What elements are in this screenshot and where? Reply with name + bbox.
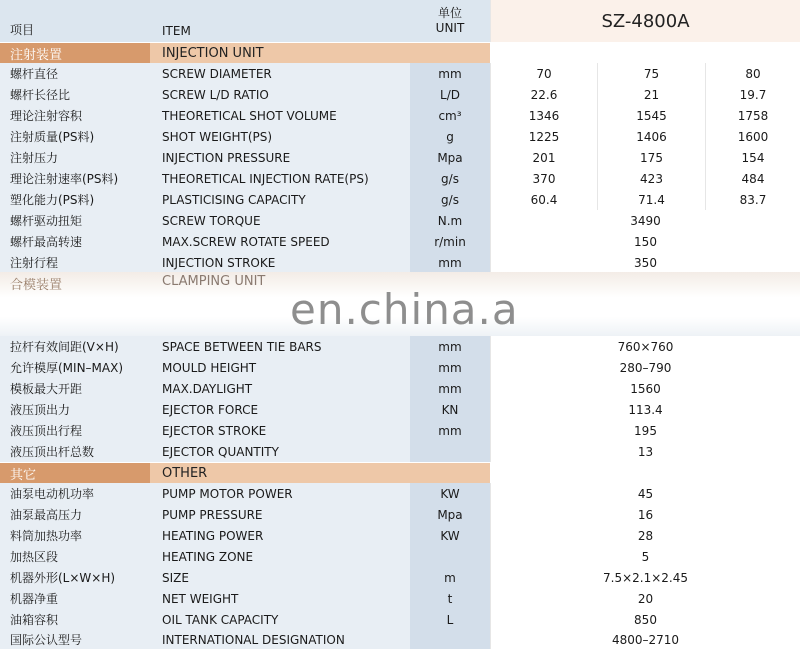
table-row: [0, 483, 800, 504]
row-label-cn: 油箱容积: [0, 609, 150, 630]
row-value: 75: [597, 63, 705, 84]
table-row: [0, 252, 800, 273]
row-label-cn: 注射行程: [0, 252, 150, 273]
section-title-cn: 注射装置: [0, 43, 150, 63]
row-unit: L/D: [410, 84, 490, 105]
row-value: 370: [490, 168, 597, 189]
table-row: [0, 504, 800, 525]
row-label-cn: 液压顶出杆总数: [0, 441, 150, 462]
row-label-cn: 理论注射容积: [0, 105, 150, 126]
row-value: 7.5×2.1×2.45: [490, 567, 800, 588]
row-value: 3490: [490, 210, 800, 231]
row-label-cn: 注射质量(PS料): [0, 126, 150, 147]
section-other: [0, 463, 800, 483]
row-value: 350: [490, 252, 800, 273]
row-unit: mm: [410, 378, 490, 399]
table-row: [0, 441, 800, 462]
row-unit: [410, 441, 490, 462]
row-label-cn: 机器净重: [0, 588, 150, 609]
row-unit: m: [410, 567, 490, 588]
table-row: [0, 84, 800, 105]
table-row: [0, 546, 800, 567]
row-value: 20: [490, 588, 800, 609]
row-label-cn: 料筒加热功率: [0, 525, 150, 546]
row-value: 1406: [597, 126, 705, 147]
row-unit: t: [410, 588, 490, 609]
table-row: [0, 231, 800, 252]
table-row: [0, 105, 800, 126]
row-value: 28: [490, 525, 800, 546]
row-label-en: PUMP MOTOR POWER: [150, 483, 410, 504]
row-label-en: MAX.SCREW ROTATE SPEED: [150, 231, 410, 252]
row-unit: Mpa: [410, 147, 490, 168]
section-title-en: INJECTION UNIT: [150, 43, 490, 63]
row-unit: mm: [410, 252, 490, 273]
row-value: 1600: [705, 126, 800, 147]
row-unit: KW: [410, 483, 490, 504]
row-label-en: EJECTOR STROKE: [150, 420, 410, 441]
row-label-en: EJECTOR QUANTITY: [150, 441, 410, 462]
table-row: [0, 147, 800, 168]
row-label-en: SCREW DIAMETER: [150, 63, 410, 84]
row-label-en: SIZE: [150, 567, 410, 588]
row-value: 4800–2710: [490, 630, 800, 649]
table-row: [0, 588, 800, 609]
row-label-en: PUMP PRESSURE: [150, 504, 410, 525]
row-value: 150: [490, 231, 800, 252]
section-title-en: OTHER: [150, 463, 490, 483]
row-label-cn: 加热区段: [0, 546, 150, 567]
row-unit: g/s: [410, 189, 490, 210]
row-label-cn: 模板最大开距: [0, 378, 150, 399]
row-label-en: INJECTION STROKE: [150, 252, 410, 273]
row-label-en: NET WEIGHT: [150, 588, 410, 609]
row-label-cn: 螺杆直径: [0, 63, 150, 84]
row-label-cn: 螺杆长径比: [0, 84, 150, 105]
row-unit: KN: [410, 399, 490, 420]
row-label-en: HEATING ZONE: [150, 546, 410, 567]
row-value: 423: [597, 168, 705, 189]
table-row: [0, 168, 800, 189]
row-label-en: INTERNATIONAL DESIGNATION: [150, 630, 410, 649]
row-label-cn: 液压顶出行程: [0, 420, 150, 441]
row-value: 175: [597, 147, 705, 168]
row-unit: g: [410, 126, 490, 147]
header-item-cn: 项目: [0, 0, 150, 42]
table-header: [0, 0, 800, 42]
section-title-cn: 合模装置: [10, 278, 63, 293]
row-value: 70: [490, 63, 597, 84]
row-value: 1758: [705, 105, 800, 126]
header-unit-cn: 单位: [437, 6, 462, 20]
table-row: [0, 336, 800, 357]
row-label-en: SPACE BETWEEN TIE BARS: [150, 336, 410, 357]
table-row: [0, 126, 800, 147]
row-value: 13: [490, 441, 800, 462]
row-label-cn: 螺杆驱动扭矩: [0, 210, 150, 231]
header-unit-en: UNIT: [435, 21, 465, 35]
row-value: 1346: [490, 105, 597, 126]
row-label-en: THEORETICAL INJECTION RATE(PS): [150, 168, 410, 189]
section-title-cn: 其它: [0, 463, 150, 483]
row-label-cn: 国际公认型号: [0, 630, 150, 649]
row-value: 83.7: [705, 189, 800, 210]
row-label-cn: 允许模厚(MIN–MAX): [0, 357, 150, 378]
row-value: 195: [490, 420, 800, 441]
row-unit: L: [410, 609, 490, 630]
row-label-en: HEATING POWER: [150, 525, 410, 546]
section-title-en: CLAMPING UNIT: [162, 274, 266, 289]
table-row: [0, 630, 800, 649]
row-value: 5: [490, 546, 800, 567]
row-unit: N.m: [410, 210, 490, 231]
section-injection: [0, 43, 800, 63]
row-label-en: PLASTICISING CAPACITY: [150, 189, 410, 210]
row-unit: r/min: [410, 231, 490, 252]
row-label-en: SCREW L/D RATIO: [150, 84, 410, 105]
table-row: [0, 378, 800, 399]
header-model: SZ-4800A: [490, 0, 800, 42]
row-value: 22.6: [490, 84, 597, 105]
table-row: [0, 567, 800, 588]
table-row: [0, 189, 800, 210]
row-value: 1545: [597, 105, 705, 126]
row-unit: mm: [410, 336, 490, 357]
row-unit: KW: [410, 525, 490, 546]
table-row: [0, 420, 800, 441]
row-value: 1560: [490, 378, 800, 399]
row-unit: mm: [410, 420, 490, 441]
row-unit: g/s: [410, 168, 490, 189]
row-label-en: SHOT WEIGHT(PS): [150, 126, 410, 147]
row-label-cn: 塑化能力(PS料): [0, 189, 150, 210]
row-value: 1225: [490, 126, 597, 147]
row-label-cn: 螺杆最高转速: [0, 231, 150, 252]
table-row: [0, 63, 800, 84]
row-value: 484: [705, 168, 800, 189]
row-value: 19.7: [705, 84, 800, 105]
row-label-cn: 机器外形(L×W×H): [0, 567, 150, 588]
row-value: 850: [490, 609, 800, 630]
section-spacer: [490, 43, 800, 63]
table-row: [0, 399, 800, 420]
row-label-en: SCREW TORQUE: [150, 210, 410, 231]
header-item-en: ITEM: [150, 0, 410, 42]
row-value: 71.4: [597, 189, 705, 210]
row-label-en: OIL TANK CAPACITY: [150, 609, 410, 630]
table-row: [0, 525, 800, 546]
row-value: 113.4: [490, 399, 800, 420]
row-value: 21: [597, 84, 705, 105]
row-unit: Mpa: [410, 504, 490, 525]
row-label-en: MAX.DAYLIGHT: [150, 378, 410, 399]
row-label-cn: 理论注射速率(PS料): [0, 168, 150, 189]
row-label-en: THEORETICAL SHOT VOLUME: [150, 105, 410, 126]
row-unit: mm: [410, 63, 490, 84]
row-unit: [410, 546, 490, 567]
watermark: en.china.a: [290, 285, 519, 334]
row-label-cn: 油泵电动机功率: [0, 483, 150, 504]
row-label-en: EJECTOR FORCE: [150, 399, 410, 420]
row-unit: mm: [410, 357, 490, 378]
row-label-en: INJECTION PRESSURE: [150, 147, 410, 168]
table-row: [0, 210, 800, 231]
row-label-cn: 液压顶出力: [0, 399, 150, 420]
header-unit: [410, 0, 490, 42]
row-unit: [410, 630, 490, 649]
row-label-en: MOULD HEIGHT: [150, 357, 410, 378]
row-unit: cm³: [410, 105, 490, 126]
row-value: 80: [705, 63, 800, 84]
row-value: 45: [490, 483, 800, 504]
row-value: 280–790: [490, 357, 800, 378]
row-label-cn: 油泵最高压力: [0, 504, 150, 525]
row-value: 760×760: [490, 336, 800, 357]
table-row: [0, 357, 800, 378]
table-row: [0, 609, 800, 630]
row-value: 60.4: [490, 189, 597, 210]
row-value: 154: [705, 147, 800, 168]
row-value: 16: [490, 504, 800, 525]
row-label-cn: 注射压力: [0, 147, 150, 168]
row-value: 201: [490, 147, 597, 168]
section-spacer: [490, 463, 800, 483]
row-label-cn: 拉杆有效间距(V×H): [0, 336, 150, 357]
